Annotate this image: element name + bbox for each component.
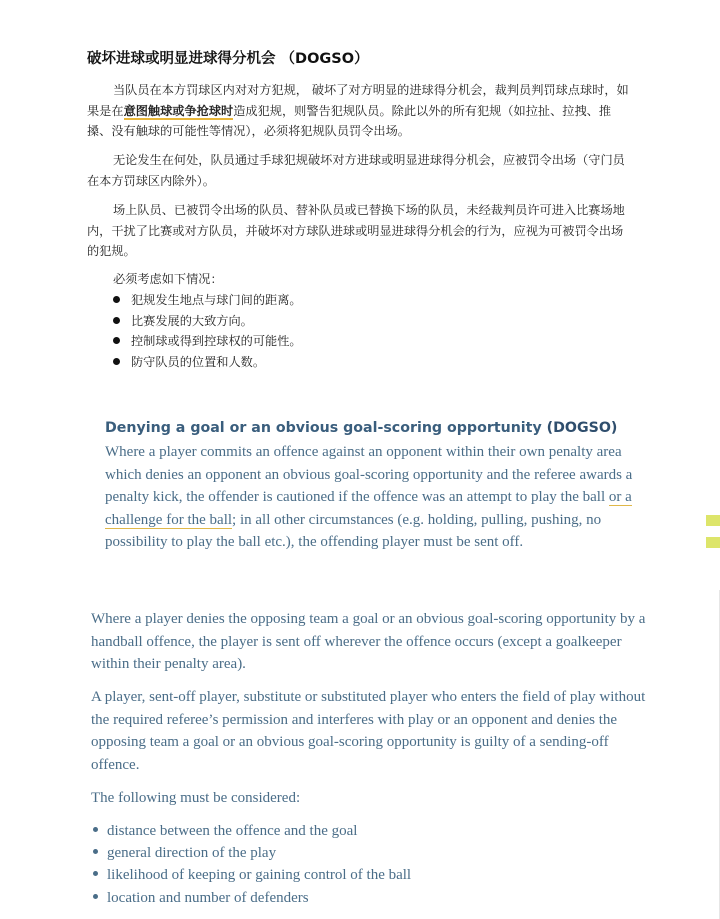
page-side-tab-marker (706, 537, 720, 548)
english-p1-text-a: Where a player commits an offence against an opponent within their own penalty area which denies an opponent an obvious goal-scoring opportunity and the referee awards a penalty kick, the offender is cautioned if the offence was an attempt to play the ball (105, 444, 633, 506)
chinese-p2-text: 无论发生在何处，队员通过手球犯规破坏对方进球或明显进球得分机会，应被罚令出场（守门员在本方罚球区内除外）。 (87, 153, 625, 188)
english-underlined-phrase: or a challenge for the ball (105, 489, 632, 528)
chinese-paragraph-3 (87, 200, 635, 262)
english-paragraph-1 (105, 441, 660, 554)
english-heading-text: Denying a goal or an obvious goal-scoring opportunity (105, 420, 547, 436)
english-p2-text: Where a player denies the opposing team a goal or an obvious goal-scoring opportunity by a handball offence, the player is sent off wherever the offence occurs (except a goalkeeper within their penalty area). (91, 611, 646, 673)
list-item-text: location and number of defenders (107, 889, 309, 906)
bullet-icon (93, 849, 98, 854)
list-item-text: likelihood of keeping or gaining control of the ball (107, 867, 412, 884)
list-item (113, 311, 302, 332)
bullet-icon (113, 358, 120, 365)
english-p1-text-b: ; in all other circumstances (e.g. holding, pulling, pushing, no possibility to play the ball etc.), the offending player must be sent off. (105, 511, 602, 551)
chinese-highlighted-phrase: 意图触球或争抢球时 (123, 103, 234, 118)
english-consider-label: The following must be considered: (91, 790, 301, 806)
chinese-p1-text-b: 造成犯规，则警告犯规队员。除此以外的所有犯规（如拉扯、拉拽、推搡、没有触球的可能性等情况），必须将犯规队员罚令出场。 (87, 103, 612, 138)
english-considerations-list (91, 820, 411, 909)
chinese-paragraph-1 (87, 80, 635, 142)
chinese-consider-label: 必须考虑如下情况： (113, 272, 223, 286)
bullet-icon (113, 317, 120, 324)
bullet-icon (113, 296, 120, 303)
list-item (91, 820, 411, 842)
bullet-icon (93, 871, 98, 876)
chinese-p3-text: 场上队员、已被罚令出场的队员、替补队员或已替换下场的队员，未经裁判员许可进入比赛场地内，干扰了比赛或对方队员，并破坏对方球队进球或明显进球得分机会的行为，应视为可被罚令出场的犯规。 (87, 203, 625, 258)
list-item-text: general direction of the play (107, 845, 277, 862)
list-item (113, 352, 302, 373)
english-heading (105, 420, 617, 436)
list-item-text: 控制球或得到控球权的可能性。 (131, 334, 302, 348)
list-item-text: 比赛发展的大致方向。 (131, 313, 253, 328)
chinese-heading: 破坏进球或明显进球得分机会 （DOGSO） (87, 51, 369, 67)
chinese-considerations-list (113, 290, 302, 372)
page-side-tab-marker (706, 515, 720, 526)
list-item (91, 842, 411, 864)
list-item (113, 290, 302, 311)
list-item-text: 防守队员的位置和人数。 (131, 354, 266, 369)
english-paragraph-3 (91, 686, 651, 776)
list-item (113, 331, 302, 352)
list-item (91, 887, 411, 909)
english-heading-acronym: (DOGSO) (546, 420, 618, 436)
bullet-icon (93, 894, 98, 899)
english-paragraph-2 (91, 608, 651, 676)
bullet-icon (113, 337, 120, 344)
chinese-paragraph-2 (87, 150, 635, 191)
english-p3-text: A player, sent-off player, substitute or substituted player who enters the field of play without the required referee’s permission and interferes with play or an opponent and denies the opposing team a goal or an obvious goal-scoring opportunity is guilty of a sending-off offence. (91, 689, 646, 773)
bullet-icon (93, 827, 98, 832)
list-item (91, 864, 411, 886)
chinese-p1-text-a: 当队员在本方罚球区内对对方犯规， 破坏了对方明显的进球得分机会，裁判员判罚球点球时，如果是在 (87, 83, 629, 118)
list-item-text: 犯规发生地点与球门间的距离。 (131, 293, 302, 307)
list-item-text: distance between the offence and the goal (107, 823, 358, 839)
